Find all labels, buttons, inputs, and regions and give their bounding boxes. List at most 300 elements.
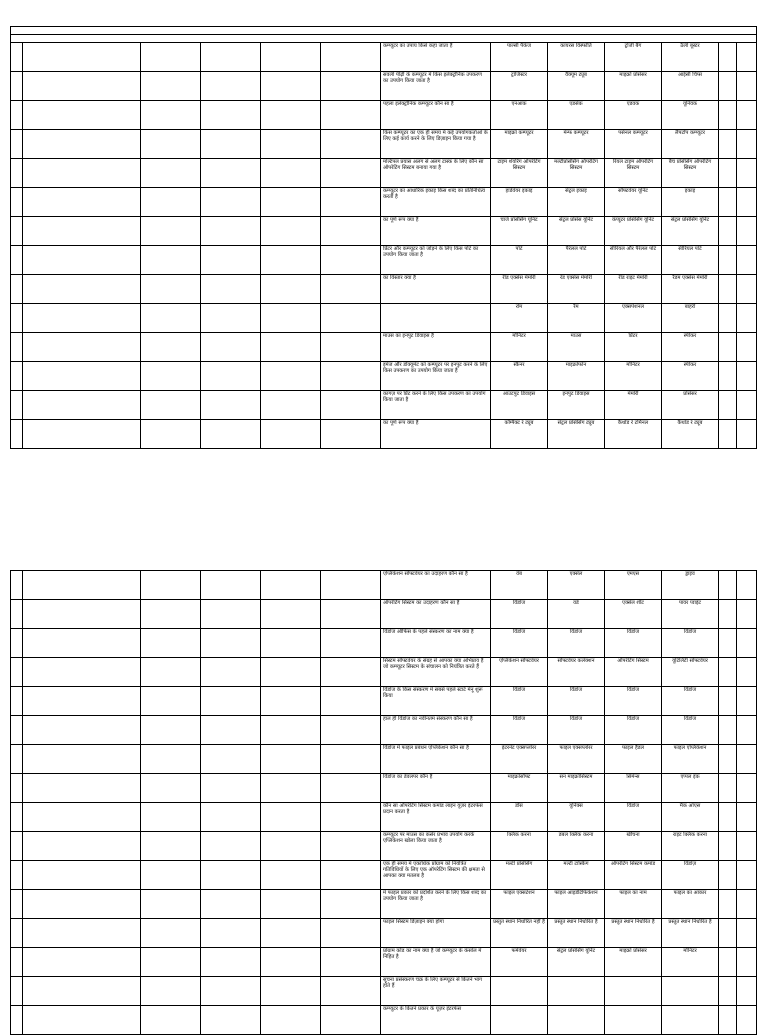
- empty-cell: [23, 687, 141, 716]
- empty-cell: [11, 716, 23, 745]
- empty-cell: [201, 275, 261, 304]
- empty-cell: [141, 861, 201, 890]
- option-c-cell: ऑपरेटिंग सिस्टम कमांड: [605, 861, 662, 890]
- option-d-cell: यूनिवक: [662, 101, 719, 130]
- empty-cell: [11, 43, 23, 72]
- option-b-cell: सॉफ्टवेयर कलेक्शन: [548, 658, 605, 687]
- empty-cell: [201, 948, 261, 977]
- question-cell: सवली पीढ़ी के कम्प्यूटर में किस इलेक्ट्रॉनिक उपकरण का उपयोग किया जाता है: [381, 72, 491, 101]
- empty-cell: [719, 803, 737, 832]
- question-cell: फाइल सिस्टम डिज़ाइन क्या होगा: [381, 919, 491, 948]
- empty-cell: [23, 101, 141, 130]
- empty-cell: [23, 600, 141, 629]
- option-d-cell: पावर प्वाइंट: [662, 600, 719, 629]
- empty-cell: [719, 745, 737, 774]
- option-c-cell: सॉफ्टवेयर यूनिट: [605, 188, 662, 217]
- question-cell: कम्प्यूटर के कितने प्रकार के यूज़र इंटरफेस: [381, 1006, 491, 1035]
- option-b-cell: विंडोज: [548, 687, 605, 716]
- empty-cell: [737, 159, 757, 188]
- empty-cell: [321, 43, 381, 72]
- question-cell: मल्टिपल प्रयास अलग से अलग टास्क के लिए कौन सा ऑपरेटिंग सिस्टम बनाया गया है: [381, 159, 491, 188]
- empty-cell: [321, 803, 381, 832]
- empty-cell: [11, 861, 23, 890]
- option-a-cell: विंडोज: [491, 716, 548, 745]
- empty-cell: [321, 217, 381, 246]
- question-cell: कम्प्यूटर का उपाय किसे कहा जाता है: [381, 43, 491, 72]
- empty-cell: [141, 333, 201, 362]
- empty-cell: [261, 275, 321, 304]
- option-d-cell: विंडोज: [662, 687, 719, 716]
- option-a-cell: फाइल एक्सटेंशन: [491, 890, 548, 919]
- empty-cell: [11, 159, 23, 188]
- empty-cell: [23, 159, 141, 188]
- empty-cell: [737, 629, 757, 658]
- table-row: [11, 72, 757, 101]
- option-d-cell: बैच प्रोसेसिंग ऑपरेटिंग सिस्टम: [662, 159, 719, 188]
- empty-cell: [201, 716, 261, 745]
- option-d-cell: आईसी चिप्स: [662, 72, 719, 101]
- empty-cell: [261, 246, 321, 275]
- option-a-cell: डॉस: [491, 803, 548, 832]
- option-d-cell: प्रोसेसर: [662, 391, 719, 420]
- empty-cell: [719, 275, 737, 304]
- empty-cell: [11, 188, 23, 217]
- empty-cell: [201, 571, 261, 600]
- empty-cell: [11, 745, 23, 774]
- table-row: [11, 333, 757, 362]
- empty-cell: [321, 745, 381, 774]
- empty-cell: [11, 832, 23, 861]
- option-b-cell: माइक्रोफोन: [548, 362, 605, 391]
- empty-cell: [11, 275, 23, 304]
- empty-cell: [719, 1006, 737, 1035]
- table-row: [11, 101, 757, 130]
- empty-cell: [321, 188, 381, 217]
- empty-cell: [141, 304, 201, 333]
- option-a-cell: [491, 1006, 548, 1035]
- empty-cell: [321, 304, 381, 333]
- option-d-cell: [662, 977, 719, 1006]
- option-a-cell: रोम: [491, 304, 548, 333]
- empty-cell: [719, 159, 737, 188]
- empty-cell: [321, 716, 381, 745]
- empty-cell: [23, 629, 141, 658]
- empty-cell: [141, 217, 201, 246]
- option-d-cell: [662, 1006, 719, 1035]
- empty-cell: [321, 832, 381, 861]
- header-row: [11, 27, 757, 35]
- empty-cell: [719, 571, 737, 600]
- empty-cell: [261, 890, 321, 919]
- empty-cell: [321, 130, 381, 159]
- question-cell: विंडोज में फाइल प्रबंधन एप्लिकेशन कौन सा है: [381, 745, 491, 774]
- table-row: [11, 803, 757, 832]
- table-row: [11, 687, 757, 716]
- empty-cell: [737, 1006, 757, 1035]
- empty-cell: [23, 130, 141, 159]
- option-d-cell: विंडोज़: [662, 861, 719, 890]
- table-row: [11, 861, 757, 890]
- empty-cell: [201, 217, 261, 246]
- empty-cell: [737, 217, 757, 246]
- option-b-cell: मेन्फ कम्प्यूटर: [548, 130, 605, 159]
- option-b-cell: फाइल आइडेंटिफिकेशन: [548, 890, 605, 919]
- option-c-cell: कैथोड रे टर्मिनल: [605, 420, 662, 449]
- option-a-cell: पोर्ट: [491, 246, 548, 275]
- question-cell: का पूर्ण रूप क्या है: [381, 217, 491, 246]
- option-b-cell: एडसेक: [548, 101, 605, 130]
- empty-cell: [11, 246, 23, 275]
- empty-cell: [719, 629, 737, 658]
- empty-cell: [141, 832, 201, 861]
- option-c-cell: ऑपरेटिंग सिस्टम: [605, 658, 662, 687]
- table-row: [11, 391, 757, 420]
- empty-cell: [261, 861, 321, 890]
- table-row: [11, 43, 757, 72]
- option-d-cell: ठैली बूस्टर: [662, 43, 719, 72]
- question-cell: कम्प्यूटर का आधारिक इकाइ किस शब्द का प्रतिनिधित्व करती है: [381, 188, 491, 217]
- empty-cell: [201, 101, 261, 130]
- empty-cell: [261, 159, 321, 188]
- empty-cell: [23, 43, 141, 72]
- empty-cell: [737, 333, 757, 362]
- empty-cell: [737, 246, 757, 275]
- option-b-cell: मल्टीप्रोसेसिंग ऑपरेटिंग सिस्टम: [548, 159, 605, 188]
- option-c-cell: मेमोरी: [605, 391, 662, 420]
- empty-cell: [261, 362, 321, 391]
- option-c-cell: एमएस: [605, 571, 662, 600]
- empty-cell: [23, 246, 141, 275]
- empty-cell: [321, 861, 381, 890]
- option-c-cell: कंप्यूटर प्रोसेसिंग यूनिट: [605, 217, 662, 246]
- option-a-cell: टाइम शेयरिंग ऑपरेटिंग सिस्टम: [491, 159, 548, 188]
- empty-cell: [201, 832, 261, 861]
- empty-cell: [141, 188, 201, 217]
- option-a-cell: प्रस्तुत स्थान निर्धारित नहीं है: [491, 919, 548, 948]
- empty-cell: [321, 275, 381, 304]
- empty-cell: [321, 72, 381, 101]
- empty-cell: [11, 101, 23, 130]
- option-a-cell: वेब: [491, 571, 548, 600]
- option-b-cell: माउस: [548, 333, 605, 362]
- option-a-cell: एप्लिकेशन सॉफ्टवेयर: [491, 658, 548, 687]
- option-b-cell: वर्ड: [548, 600, 605, 629]
- empty-cell: [737, 948, 757, 977]
- option-a-cell: क्लिक करना: [491, 832, 548, 861]
- option-d-cell: स्पीकर: [662, 362, 719, 391]
- question-cell: विंडोज के किस संस्करण में सबसे पहले स्टार्ट मेनू शुरू किया: [381, 687, 491, 716]
- empty-cell: [719, 420, 737, 449]
- empty-cell: [719, 919, 737, 948]
- option-a-cell: कॉम्पैक्ट रे ट्यूब: [491, 420, 548, 449]
- option-b-cell: इनपुट डिवाइस: [548, 391, 605, 420]
- empty-cell: [261, 43, 321, 72]
- empty-cell: [737, 43, 757, 72]
- empty-cell: [11, 420, 23, 449]
- option-b-cell: [548, 977, 605, 1006]
- empty-cell: [23, 72, 141, 101]
- empty-cell: [141, 391, 201, 420]
- empty-cell: [23, 745, 141, 774]
- option-d-cell: रैंडम एक्सेस मेमोरी: [662, 275, 719, 304]
- question-cell: एक ही समय में एकाधिक प्रोग्राम को नियंत्रित गतिविधियों के लिए एक ऑपरेटिंग सिस्टम की क्षमता से आपका क्या मतलब है: [381, 861, 491, 890]
- empty-cell: [11, 571, 23, 600]
- empty-cell: [141, 600, 201, 629]
- empty-cell: [719, 687, 737, 716]
- empty-cell: [141, 246, 201, 275]
- empty-cell: [201, 600, 261, 629]
- question-cell: में फाइल प्रकार को प्रदर्शित करने के लिए किस शब्द का उपयोग किया जाता है: [381, 890, 491, 919]
- empty-cell: [141, 130, 201, 159]
- empty-cell: [141, 571, 201, 600]
- empty-cell: [141, 43, 201, 72]
- empty-cell: [737, 600, 757, 629]
- empty-cell: [11, 600, 23, 629]
- empty-cell: [719, 304, 737, 333]
- option-b-cell: विंडोज: [548, 716, 605, 745]
- option-b-cell: मल्टी टास्किंग: [548, 861, 605, 890]
- empty-cell: [201, 362, 261, 391]
- option-a-cell: इंटरनेट एक्सप्लोरर: [491, 745, 548, 774]
- empty-cell: [23, 919, 141, 948]
- empty-cell: [737, 861, 757, 890]
- question-cell: [381, 304, 491, 333]
- empty-cell: [737, 745, 757, 774]
- empty-cell: [141, 774, 201, 803]
- empty-cell: [737, 391, 757, 420]
- option-c-cell: विंडोज: [605, 629, 662, 658]
- empty-cell: [11, 803, 23, 832]
- table-row: [11, 774, 757, 803]
- empty-cell: [321, 1006, 381, 1035]
- option-a-cell: विंडोज: [491, 687, 548, 716]
- table-row: [11, 1006, 757, 1035]
- empty-cell: [321, 391, 381, 420]
- option-c-cell: एक्सपेंशनल: [605, 304, 662, 333]
- empty-cell: [141, 275, 201, 304]
- option-c-cell: रीड राइट मेमोरी: [605, 275, 662, 304]
- option-a-cell: ट्रांजिस्टर: [491, 72, 548, 101]
- empty-cell: [737, 716, 757, 745]
- option-a-cell: स्कैनर: [491, 362, 548, 391]
- empty-cell: [321, 658, 381, 687]
- option-d-cell: ड्राइव: [662, 571, 719, 600]
- option-c-cell: पर्सनल कम्प्यूटर: [605, 130, 662, 159]
- option-d-cell: सीरियल पोर्ट: [662, 246, 719, 275]
- empty-cell: [141, 72, 201, 101]
- empty-cell: [23, 391, 141, 420]
- empty-cell: [201, 977, 261, 1006]
- option-b-cell: सेंट्रल प्रोसेस यूनिट: [548, 217, 605, 246]
- empty-cell: [23, 1006, 141, 1035]
- empty-cell: [719, 658, 737, 687]
- question-cell: कौन सा ऑपरेटिंग सिस्टम कमांड लाइन यूज़र इंटरफेस प्रदान करता है: [381, 803, 491, 832]
- empty-cell: [201, 919, 261, 948]
- option-a-cell: विंडोज: [491, 600, 548, 629]
- empty-cell: [261, 188, 321, 217]
- empty-cell: [719, 188, 737, 217]
- empty-cell: [737, 977, 757, 1006]
- option-d-cell: यूटिलिटी सॉफ्टवेयर: [662, 658, 719, 687]
- option-b-cell: [548, 1006, 605, 1035]
- table-row: [11, 745, 757, 774]
- option-d-cell: सेंट्रल प्रोसेसिंग यूनिट: [662, 217, 719, 246]
- empty-cell: [201, 629, 261, 658]
- empty-cell: [719, 832, 737, 861]
- empty-cell: [23, 977, 141, 1006]
- empty-cell: [719, 774, 737, 803]
- empty-cell: [719, 101, 737, 130]
- option-a-cell: माइक्रोसॉफ्ट: [491, 774, 548, 803]
- option-a-cell: मॉनिटर: [491, 333, 548, 362]
- empty-cell: [719, 948, 737, 977]
- option-d-cell: एप्पल इंक: [662, 774, 719, 803]
- option-a-cell: पाल्सी पैकेज: [491, 43, 548, 72]
- empty-cell: [321, 687, 381, 716]
- empty-cell: [737, 304, 757, 333]
- empty-cell: [201, 72, 261, 101]
- empty-cell: [261, 716, 321, 745]
- empty-cell: [11, 629, 23, 658]
- empty-cell: [11, 919, 23, 948]
- option-a-cell: विंडोज: [491, 629, 548, 658]
- empty-cell: [719, 43, 737, 72]
- empty-cell: [141, 687, 201, 716]
- empty-cell: [261, 101, 321, 130]
- empty-cell: [737, 774, 757, 803]
- option-b-cell: पैरेलल पोर्ट: [548, 246, 605, 275]
- empty-cell: [261, 745, 321, 774]
- empty-cell: [737, 803, 757, 832]
- empty-cell: [141, 745, 201, 774]
- option-b-cell: रैम: [548, 304, 605, 333]
- empty-cell: [201, 130, 261, 159]
- table-row: [11, 629, 757, 658]
- empty-cell: [201, 246, 261, 275]
- question-cell: का विस्तार क्या है: [381, 275, 491, 304]
- empty-cell: [261, 130, 321, 159]
- option-d-cell: प्रस्तुत स्थान निर्धारित है: [662, 919, 719, 948]
- empty-cell: [719, 391, 737, 420]
- empty-cell: [321, 629, 381, 658]
- empty-cell: [141, 977, 201, 1006]
- empty-cell: [719, 333, 737, 362]
- empty-cell: [201, 658, 261, 687]
- option-b-cell: प्रस्तुत स्थान निर्धारित है: [548, 919, 605, 948]
- empty-cell: [719, 130, 737, 159]
- empty-cell: [201, 304, 261, 333]
- empty-cell: [23, 217, 141, 246]
- empty-cell: [321, 919, 381, 948]
- question-cell: पहला इलेक्ट्रॉनिक कम्प्यूटर कौन सा है: [381, 101, 491, 130]
- option-c-cell: प्रिंटर: [605, 333, 662, 362]
- empty-cell: [141, 716, 201, 745]
- option-a-cell: एनआक: [491, 101, 548, 130]
- empty-cell: [11, 304, 23, 333]
- empty-cell: [719, 600, 737, 629]
- empty-cell: [261, 304, 321, 333]
- empty-cell: [23, 188, 141, 217]
- empty-cell: [11, 658, 23, 687]
- option-c-cell: फाइल हैंडल: [605, 745, 662, 774]
- question-cell: इमेज और डॉक्यूमेंट को कम्प्यूटर पर इनपुट करने के लिए किस उपकरण का उपयोग किया जाता है: [381, 362, 491, 391]
- empty-cell: [737, 362, 757, 391]
- option-d-cell: लैपटॉप कम्प्यूटर: [662, 130, 719, 159]
- option-c-cell: एक्सेल शीट: [605, 600, 662, 629]
- empty-cell: [11, 687, 23, 716]
- option-a-cell: आउटपुट डिवाइस: [491, 391, 548, 420]
- table-row: [11, 716, 757, 745]
- option-d-cell: कैथोड रे ट्यूब: [662, 420, 719, 449]
- option-b-cell: डबल क्लिक करना: [548, 832, 605, 861]
- option-d-cell: बाहरी: [662, 304, 719, 333]
- empty-cell: [201, 43, 261, 72]
- empty-cell: [261, 803, 321, 832]
- empty-cell: [141, 658, 201, 687]
- empty-cell: [141, 803, 201, 832]
- empty-cell: [201, 333, 261, 362]
- option-c-cell: विंडोज: [605, 687, 662, 716]
- empty-cell: [737, 188, 757, 217]
- question-cell: किस कम्प्यूटर का एक ही समय में कई उपयोगकर्ताओं के लिए कई कार्य करने के लिए डिज़ाइन किया गया है: [381, 130, 491, 159]
- table-row: [11, 217, 757, 246]
- empty-cell: [201, 861, 261, 890]
- option-b-cell: सेंट्रल इकाइ: [548, 188, 605, 217]
- option-c-cell: रियल टाइम ऑपरेटिंग सिस्टम: [605, 159, 662, 188]
- empty-cell: [261, 629, 321, 658]
- empty-cell: [261, 571, 321, 600]
- empty-cell: [737, 687, 757, 716]
- empty-cell: [261, 72, 321, 101]
- empty-cell: [11, 130, 23, 159]
- question-cell: हाल ही विंडोज का नवीनतम संस्करण कौन सा है: [381, 716, 491, 745]
- option-b-cell: वैक्यूम ट्यूब: [548, 72, 605, 101]
- empty-cell: [261, 420, 321, 449]
- empty-cell: [321, 890, 381, 919]
- empty-cell: [11, 217, 23, 246]
- option-c-cell: सिमेन्स: [605, 774, 662, 803]
- answer-sheet-bottom: [10, 570, 756, 1024]
- empty-cell: [23, 948, 141, 977]
- empty-cell: [141, 948, 201, 977]
- empty-cell: [261, 600, 321, 629]
- question-cell: कागज़ पर प्रिंट करने के लिए किस उपकरण का उपयोग किया जाता है: [381, 391, 491, 420]
- empty-cell: [11, 391, 23, 420]
- option-a-cell: हार्डवेयर इकाइ: [491, 188, 548, 217]
- empty-cell: [261, 658, 321, 687]
- empty-cell: [321, 571, 381, 600]
- table-row: [11, 362, 757, 391]
- question-cell: प्रोग्राम कोड का नाम क्या है जो कम्प्यूटर के कंसोल में निहित है: [381, 948, 491, 977]
- empty-cell: [321, 101, 381, 130]
- option-b-cell: विंडोज: [548, 629, 605, 658]
- option-c-cell: माइक्रो प्रोसेसर: [605, 948, 662, 977]
- option-c-cell: खींचना: [605, 832, 662, 861]
- table-row: [11, 977, 757, 1006]
- option-a-cell: [491, 977, 548, 1006]
- empty-cell: [719, 890, 737, 919]
- option-a-cell: माइक्रो कम्प्यूटर: [491, 130, 548, 159]
- empty-cell: [321, 600, 381, 629]
- empty-cell: [11, 774, 23, 803]
- empty-cell: [11, 890, 23, 919]
- empty-cell: [11, 362, 23, 391]
- empty-cell: [261, 919, 321, 948]
- option-c-cell: एडवक: [605, 101, 662, 130]
- table-row: [11, 420, 757, 449]
- table-row: [11, 188, 757, 217]
- empty-cell: [23, 861, 141, 890]
